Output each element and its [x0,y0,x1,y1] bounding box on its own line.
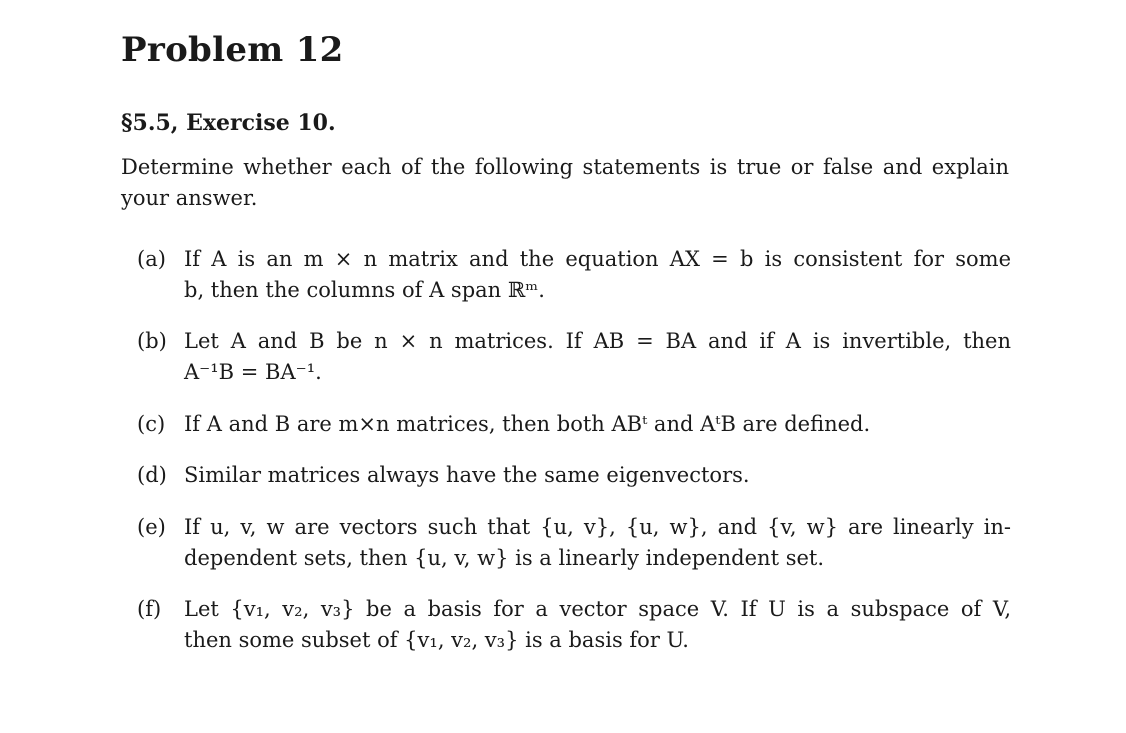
statement-b [137,326,1011,388]
intro-line-2: your answer. [121,186,258,210]
statement-line: then some subset of {v₁, v₂, v₃} is a basis for U. [184,628,689,652]
statement-label: (e) [137,515,166,539]
intro-paragraph [121,152,1009,214]
statement-label: (d) [137,463,167,487]
statement-text [184,326,1011,388]
statement-line: Similar matrices always have the same eigenvectors. [184,463,750,487]
statement-line: dependent sets, then {u, v, w} is a linearly independent set. [184,546,825,570]
statement-c [137,409,1011,440]
statement-line: A⁻¹B = BA⁻¹. [184,360,322,384]
statement-text [184,244,1011,306]
statement-line: If A and B are m×n matrices, then both ABᵗ and AᵗB are defined. [184,412,871,436]
statement-line: b, then the columns of A span ℝᵐ. [184,278,545,302]
statement-label: (a) [137,247,166,271]
statement-label: (c) [137,412,166,436]
statement-label: (b) [137,329,167,353]
statement-text [184,512,1011,574]
statement-text [184,594,1011,656]
statement-f [137,594,1011,656]
statement-e [137,512,1011,574]
statement-d [137,460,1011,491]
statement-text [184,409,1011,440]
statement-line: Let {v₁, v₂, v₃} be a basis for a vector space V. If U is a subspace of V, [184,597,1011,621]
statement-label: (f) [137,597,162,621]
statement-a [137,244,1011,306]
problem-title: Problem 12 [121,30,344,70]
statement-text [184,460,1011,491]
statement-line: Let A and B be n × n matrices. If AB = BA and if A is invertible, then [184,329,1011,353]
section-heading: §5.5, Exercise 10. [121,110,336,136]
statement-line: If u, v, w are vectors such that {u, v}, {u, w}, and {v, w} are linearly in- [184,515,1011,539]
statement-line: If A is an m × n matrix and the equation AX = b is consistent for some [184,247,1011,271]
intro-line-1: Determine whether each of the following statements is true or false and explain [121,155,1009,179]
